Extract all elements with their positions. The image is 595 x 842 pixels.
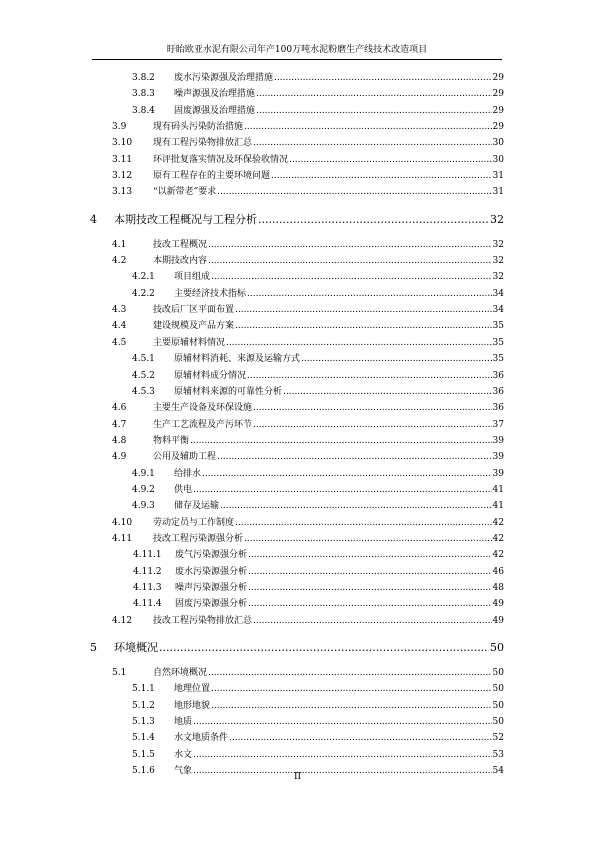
toc-entry[interactable] (0, 515, 595, 531)
toc-entry[interactable] (0, 433, 595, 449)
toc-page-number: 29 (492, 105, 504, 116)
toc-entry[interactable] (0, 384, 595, 400)
toc-title: 环评批复落实情况及环保验收情况 (153, 154, 289, 165)
toc-entry[interactable] (0, 564, 595, 580)
toc-title: 技改工程概况 (153, 239, 208, 250)
toc-title: 主要原辅材料情况 (153, 337, 226, 348)
toc-leader-dots (253, 613, 492, 629)
toc-number: 4.4 (112, 321, 127, 332)
toc-leader-dots (248, 580, 492, 596)
toc-page-number: 30 (492, 154, 504, 165)
toc-page-number: 32 (492, 256, 504, 267)
toc-leader-dots (253, 135, 492, 151)
toc-number: 4.9.3 (132, 501, 155, 512)
toc-number: 4.8 (112, 435, 127, 446)
toc-page-number: 37 (492, 419, 504, 430)
toc-leader-dots (244, 119, 492, 135)
toc-number: 3.8.3 (132, 89, 155, 100)
toc-entry[interactable] (0, 119, 595, 135)
toc-entry[interactable] (0, 747, 595, 763)
toc-page-number: 53 (492, 749, 504, 760)
toc-title: 原辅材料来源的可靠性分析 (174, 386, 283, 397)
toc-leader-dots (235, 302, 492, 318)
toc-page-number: 41 (492, 484, 504, 495)
toc-leader-dots (271, 168, 492, 184)
toc-number: 5.1.4 (132, 733, 155, 744)
toc-title: 噪声源强及治理措施 (174, 89, 256, 100)
toc-title: 本期技改工程概况与工程分析 (114, 212, 257, 226)
toc-number: 3.10 (112, 138, 133, 149)
toc-leader-dots (193, 747, 492, 763)
toc-entry[interactable] (0, 152, 595, 168)
toc-title: 储存及运输 (174, 501, 220, 512)
toc-number: 5.1 (112, 668, 127, 678)
toc-leader-dots (247, 368, 492, 384)
toc-title: 地形地貌 (174, 700, 211, 711)
toc-title: 环境概况 (114, 641, 158, 654)
toc-entry[interactable] (0, 681, 595, 697)
toc-title: 现有工程污染物排放汇总 (153, 138, 253, 149)
toc-number: 4.11.3 (133, 582, 162, 593)
toc-title: 劳动定员与工作制度 (153, 517, 235, 528)
toc-number: 4.5 (112, 337, 127, 348)
toc-title: 水文地质条件 (174, 733, 229, 744)
toc-leader-dots (193, 482, 492, 498)
toc-title: 现有码头污染防治措施 (153, 122, 244, 133)
toc-title: 废气污染源强分析 (175, 550, 248, 561)
toc-entry[interactable] (0, 237, 595, 253)
toc-entry[interactable] (0, 269, 595, 285)
toc-number: 4.7 (112, 419, 127, 430)
toc-title: 生产工艺流程及产污环节 (153, 419, 253, 430)
toc-title: 技改工程污染物排放汇总 (153, 615, 253, 626)
toc-entry[interactable] (0, 184, 595, 200)
toc-number: 4.11.2 (133, 566, 162, 577)
toc-leader-dots (289, 152, 492, 168)
toc-number: 4.10 (112, 517, 133, 528)
toc-entry[interactable] (0, 730, 595, 746)
toc-number: 3.8.4 (132, 105, 155, 116)
toc-page-number: 50 (492, 684, 504, 695)
toc-page-number: 39 (492, 468, 504, 479)
toc-number: 5 (90, 641, 97, 654)
toc-entry[interactable] (0, 253, 595, 269)
toc-number: 4.5.2 (132, 370, 155, 381)
toc-title: 地理位置 (174, 684, 211, 695)
toc-number: 4.11 (112, 533, 133, 544)
toc-page-number: 50 (490, 641, 504, 654)
toc-title: 物料平衡 (153, 435, 190, 446)
toc-leader-dots (283, 384, 492, 400)
toc-number: 4.1 (112, 239, 127, 250)
page-header: 盱眙欧亚水泥有限公司年产100万吨水泥粉磨生产线技术改造项目 (92, 42, 502, 60)
toc-title: 固废污染源强分析 (175, 599, 248, 610)
toc-page-number: 50 (492, 717, 504, 728)
toc-number: 4.2.1 (132, 272, 155, 283)
toc-entry[interactable] (0, 417, 595, 433)
toc-leader-dots (190, 433, 492, 449)
toc-leader-dots (159, 637, 489, 659)
toc-leader-dots (235, 515, 492, 531)
toc-title: 主要经济技术指标 (174, 288, 247, 299)
toc-leader-dots (208, 237, 492, 253)
toc-title: 固废源强及治理措施 (174, 105, 256, 116)
toc-entry[interactable] (0, 351, 595, 367)
toc-leader-dots (248, 564, 492, 580)
toc-page-number: 31 (492, 187, 504, 198)
toc-entry[interactable] (0, 449, 595, 465)
toc-leader-dots (220, 498, 492, 514)
toc-page-number: 39 (492, 435, 504, 446)
toc-leader-dots (253, 400, 492, 416)
toc-page-number: 49 (492, 599, 504, 610)
toc-page-number: 32 (490, 212, 504, 226)
toc-leader-dots (211, 681, 492, 697)
toc-leader-dots (229, 730, 492, 746)
toc-number: 5.1.3 (132, 717, 155, 728)
toc-number: 4.2.2 (132, 288, 155, 299)
toc-title: 废水污染源强及治理措施 (174, 73, 274, 83)
toc-leader-dots (217, 449, 492, 465)
toc-number: 4.2 (112, 256, 127, 267)
toc-entry[interactable] (0, 547, 595, 563)
toc-number: 4.9.1 (132, 468, 155, 479)
toc-title: 项目组成 (174, 272, 211, 283)
toc-title: “以新带老”要求 (153, 187, 217, 198)
toc-entry[interactable] (0, 580, 595, 596)
toc-page-number: 42 (492, 517, 504, 528)
toc-number: 4.9 (112, 452, 127, 463)
toc-number: 4.12 (112, 615, 133, 626)
toc-title: 废水污染源强分析 (175, 566, 248, 577)
toc-title: 原辅材料消耗、来源及运输方式 (174, 354, 301, 365)
toc-number: 3.9 (112, 122, 127, 133)
toc-number: 3.11 (112, 154, 133, 165)
toc-entry[interactable] (0, 368, 595, 384)
toc-chapter[interactable] (0, 637, 595, 659)
toc-page-number: 46 (492, 566, 504, 577)
toc-entry[interactable] (0, 286, 595, 302)
toc-entry[interactable] (0, 466, 595, 482)
toc-title: 给排水 (174, 468, 202, 479)
toc-leader-dots (253, 417, 492, 433)
toc-number: 5.1.6 (132, 766, 155, 777)
toc-leader-dots (208, 253, 492, 269)
toc-number: 5.1.2 (132, 700, 155, 711)
toc-page-number: 34 (492, 288, 504, 299)
toc-entry[interactable] (0, 596, 595, 612)
toc-leader-dots (217, 184, 491, 200)
toc-entry[interactable] (0, 86, 595, 102)
page-number: II (293, 772, 302, 782)
toc-entry[interactable] (0, 400, 595, 416)
toc-title: 技改后厂区平面布置 (153, 305, 235, 316)
toc-number: 3.12 (112, 171, 133, 182)
toc-page-number: 42 (492, 533, 504, 544)
toc-leader-dots (211, 269, 492, 285)
toc-title: 原辅材料成分情况 (174, 370, 247, 381)
toc-number: 4 (90, 212, 97, 226)
toc-page-number: 54 (492, 766, 504, 777)
toc-number: 4.5.1 (132, 354, 155, 365)
toc-entry[interactable] (0, 168, 595, 184)
toc-title: 自然环境概况 (153, 668, 208, 678)
toc-leader-dots (247, 286, 492, 302)
toc-page-number: 36 (492, 386, 504, 397)
toc-entry[interactable] (0, 302, 595, 318)
toc-title: 气象 (174, 766, 193, 777)
toc-entry[interactable] (0, 613, 595, 629)
toc-page-number: 50 (492, 668, 504, 678)
toc-page-number: 41 (492, 501, 504, 512)
toc-title: 供电 (174, 484, 193, 495)
toc-chapter[interactable] (0, 209, 595, 231)
toc-entry[interactable] (0, 498, 595, 514)
toc-page-number: 29 (492, 89, 504, 100)
toc-entry[interactable] (0, 714, 595, 730)
toc-entry[interactable] (0, 335, 595, 351)
toc-title: 水文 (174, 749, 193, 760)
toc-leader-dots (244, 531, 492, 547)
toc-leader-dots (256, 103, 492, 119)
toc-number: 5.1.5 (132, 749, 155, 760)
toc-page-number: 35 (492, 354, 504, 365)
toc-leader-dots (202, 466, 492, 482)
toc-entry[interactable] (0, 135, 595, 151)
toc-title: 噪声污染源强分析 (175, 582, 248, 593)
header-rule (92, 59, 502, 60)
toc-leader-dots (235, 318, 492, 334)
toc-page-number: 36 (492, 370, 504, 381)
toc-leader-dots (193, 714, 492, 730)
toc-leader-dots (226, 335, 492, 351)
toc-page-number: 29 (492, 73, 504, 83)
toc-page-number: 32 (492, 239, 504, 250)
toc-entry[interactable] (0, 70, 595, 86)
toc-number: 3.8.2 (132, 73, 155, 83)
toc-page-number: 29 (492, 122, 504, 133)
toc-leader-dots (301, 351, 492, 367)
toc-number: 4.9.2 (132, 484, 155, 495)
toc-number: 3.13 (112, 187, 133, 198)
toc-title: 主要生产设备及环保设施 (153, 403, 253, 414)
toc-leader-dots (258, 209, 489, 231)
toc-page-number: 50 (492, 700, 504, 711)
toc-number: 4.11.1 (133, 550, 162, 561)
toc-page-number: 52 (492, 733, 504, 744)
toc-title: 技改工程污染源强分析 (153, 533, 244, 544)
toc-leader-dots (248, 547, 492, 563)
toc-number: 4.11.4 (133, 599, 162, 610)
toc-page-number: 42 (492, 550, 504, 561)
toc-entry[interactable] (0, 698, 595, 714)
toc-title: 公用及辅助工程 (153, 452, 217, 463)
toc-page-number: 36 (492, 403, 504, 414)
toc-page-number: 35 (492, 337, 504, 348)
toc-entry[interactable] (0, 318, 595, 334)
toc-entry[interactable] (0, 103, 595, 119)
toc-number: 5.1.1 (132, 684, 155, 695)
toc-page-number: 48 (492, 582, 504, 593)
toc-leader-dots (211, 698, 492, 714)
toc-leader-dots (256, 86, 492, 102)
toc-page-number: 49 (492, 615, 504, 626)
toc-leader-dots (274, 70, 492, 86)
toc-number: 4.5.3 (132, 386, 155, 397)
toc-leader-dots (208, 665, 492, 681)
toc-page-number: 32 (492, 272, 504, 283)
table-of-contents (0, 70, 595, 779)
toc-title: 地质 (174, 717, 193, 728)
toc-page-number: 30 (492, 138, 504, 149)
toc-title: 原有工程存在的主要环境问题 (153, 171, 271, 182)
toc-entry[interactable] (0, 531, 595, 547)
toc-leader-dots (248, 596, 492, 612)
toc-page-number: 34 (492, 305, 504, 316)
toc-entry[interactable] (0, 665, 595, 681)
toc-number: 4.3 (112, 305, 127, 316)
toc-entry[interactable] (0, 482, 595, 498)
toc-page-number: 31 (492, 171, 504, 182)
toc-page-number: 39 (492, 452, 504, 463)
toc-title: 建设规模及产品方案 (153, 321, 235, 332)
toc-page-number: 35 (492, 321, 504, 332)
toc-title: 本期技改内容 (153, 256, 208, 267)
toc-number: 4.6 (112, 403, 127, 414)
